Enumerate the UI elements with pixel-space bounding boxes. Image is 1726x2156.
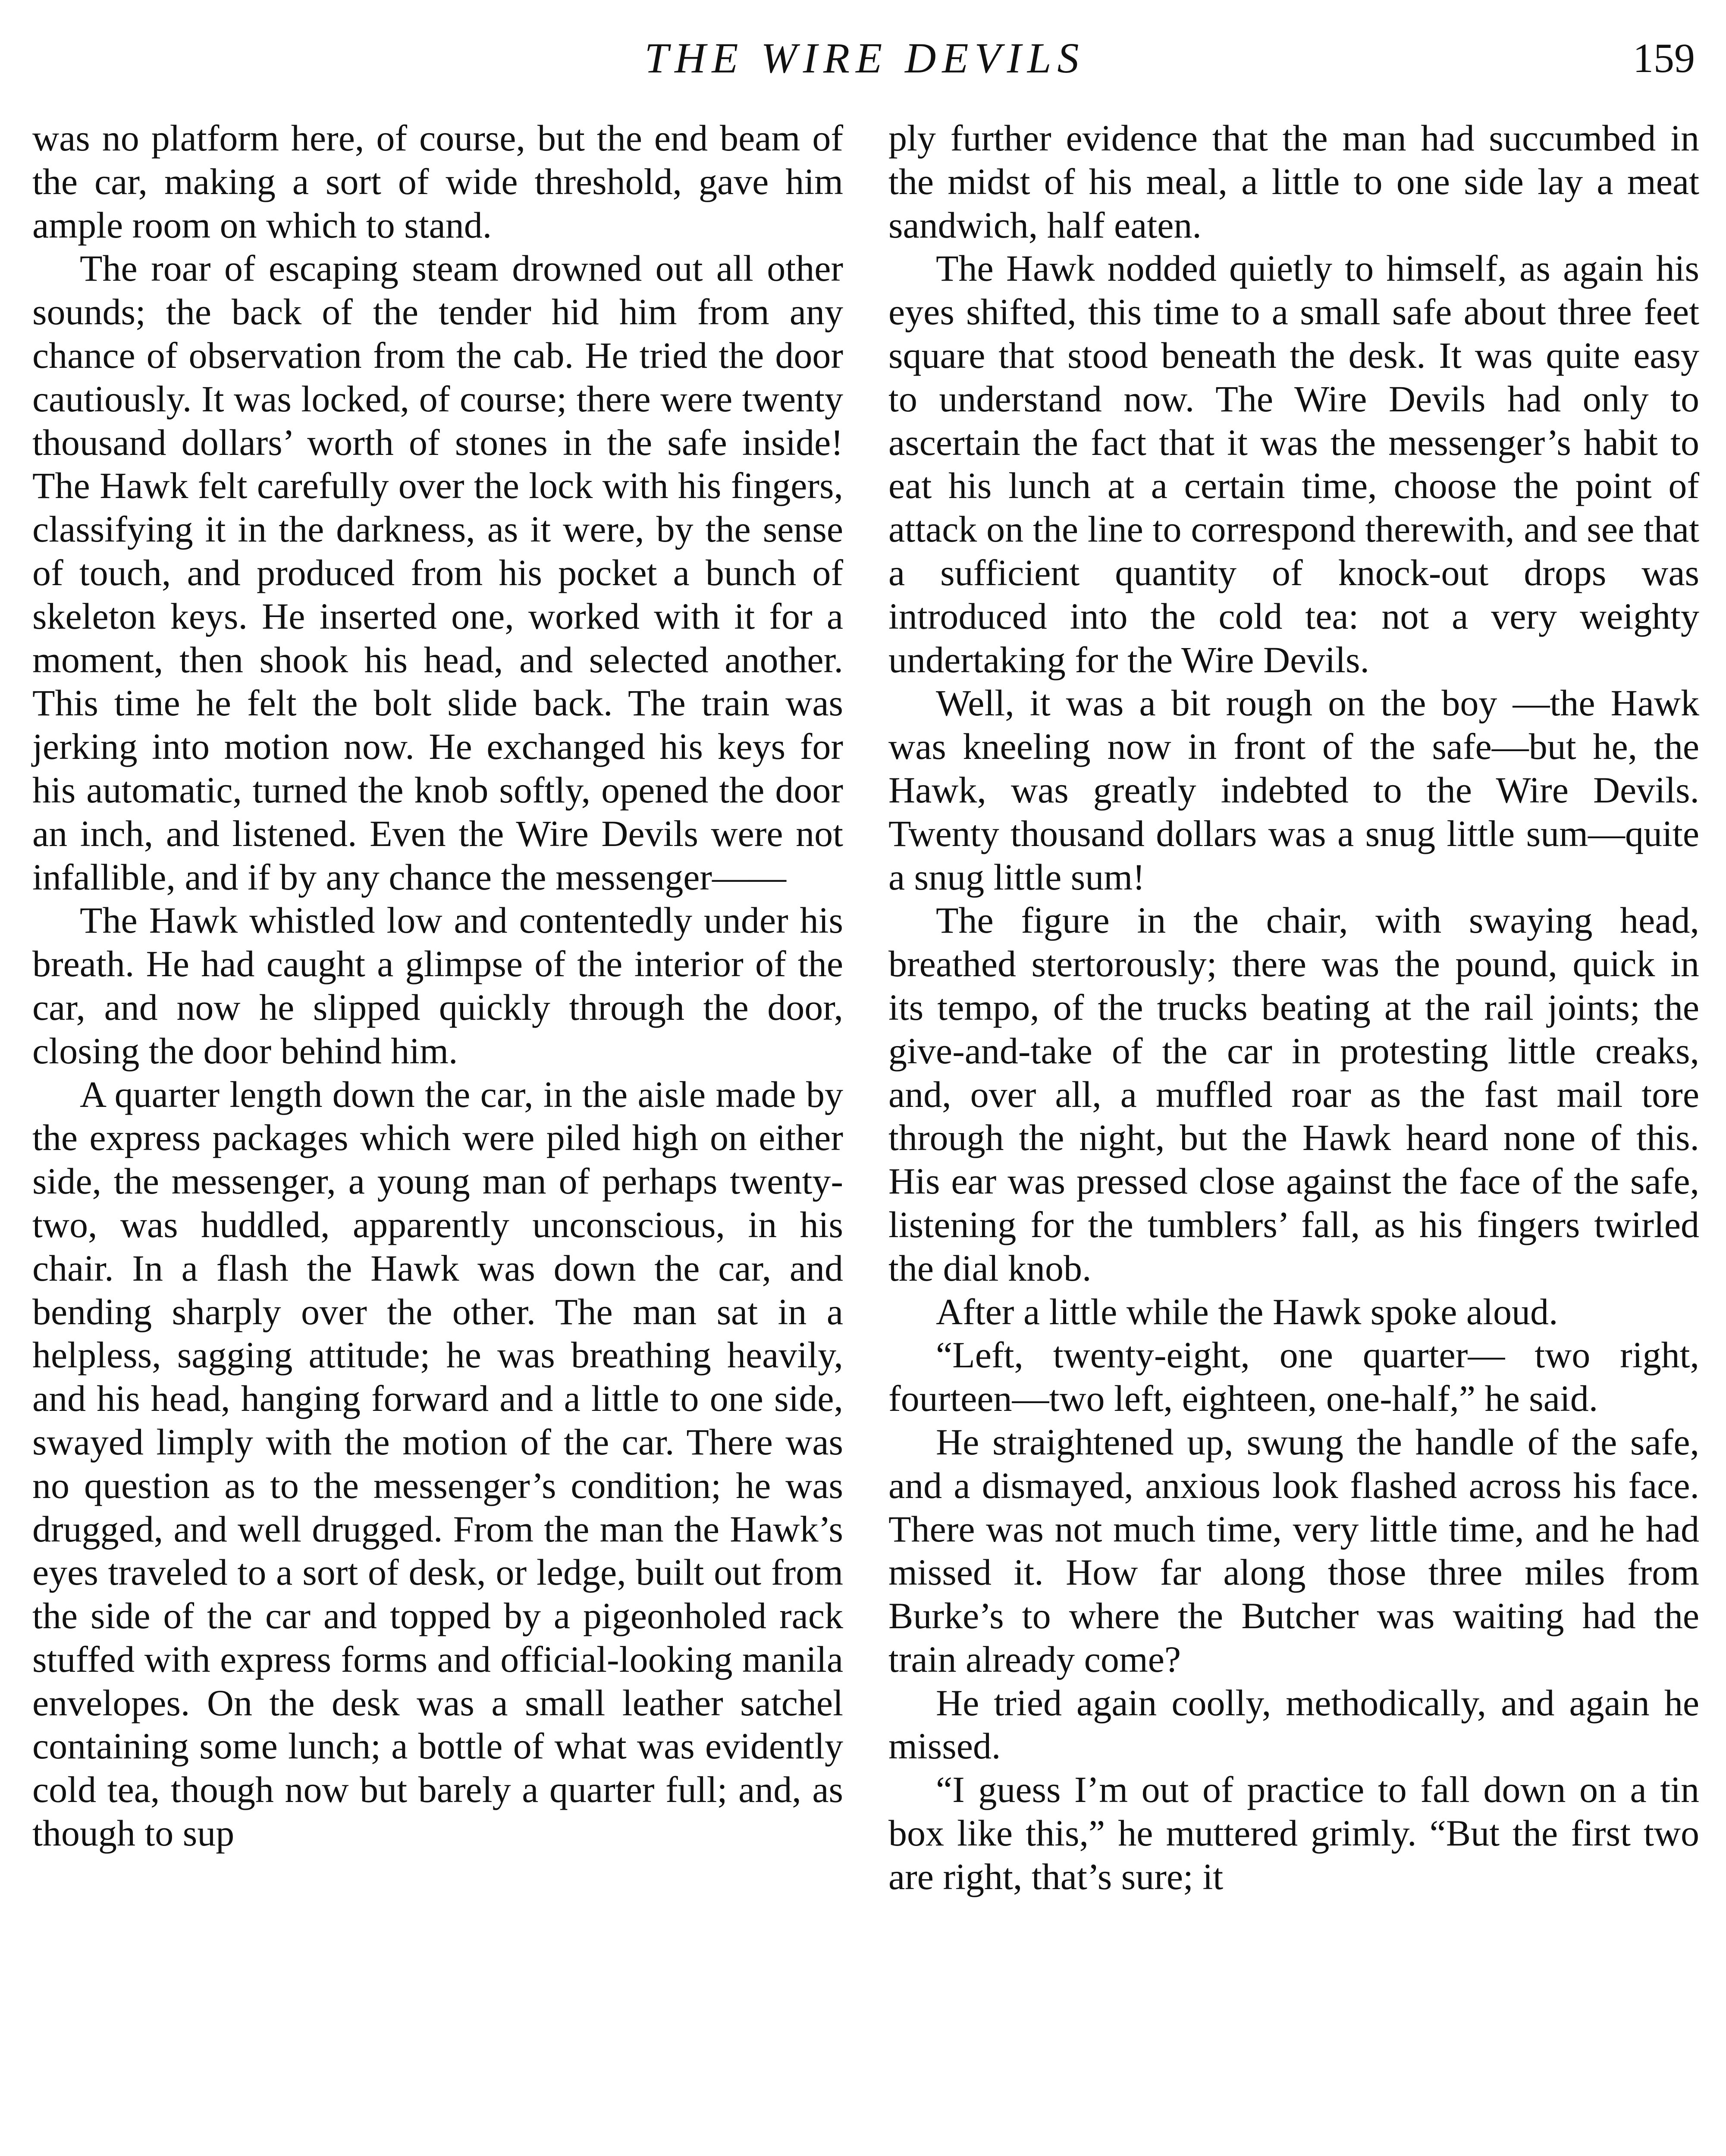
paragraph: The Hawk nodded quietly to himself, as again his eyes shifted, this time to a small safe about three feet square that stood beneath the desk. It was quite easy to understand now. The Wire Devils had only to ascertain the fact that it was the messenger’s habit to eat his lunch at a certain time, choose the point of attack on the line to correspond therewith, and see that a sufficient quantity of knock-out drops was introduced into the cold tea: not a very weighty undertaking for the Wire Devils. [888, 248, 1699, 680]
paragraph: Well, it was a bit rough on the boy —the Hawk was kneeling now in front of the safe—but he, the Hawk, was greatly indebted to the Wire Devils. Twenty thousand dollars was a snug little sum—quite a snug little sum! [888, 682, 1699, 898]
paragraph: “I guess I’m out of practice to fall down on a tin box like this,” he muttered grimly. “But the first two are right, that’s sure; it [888, 1769, 1699, 1897]
page-number: 159 [1633, 35, 1695, 81]
paragraph: He straightened up, swung the handle of the safe, and a dismayed, anxious look flashed across his face. There was not much time, very little time, and he had missed it. How far along those three miles from Burke’s to where the Butcher was waiting had the train already come? [888, 1421, 1699, 1680]
paragraph: A quarter length down the car, in the aisle made by the express packages which were piled high on either side, the messenger, a young man of perhaps twenty-two, was huddled, apparently unconscious, in his chair. In a flash the Hawk was down the car, and bending sharply over the other. The man sat in a helpless, sagging attitude; he was breathing heavily, and his head, hanging forward and a little to one side, swayed limply with the motion of the car. There was no question as to the messenger’s condition; he was drugged, and well drugged. From the man the Hawk’s eyes traveled to a sort of desk, or ledge, built out from the side of the car and topped by a pigeonholed rack stuffed with express forms and official-looking manila envelopes. On the desk was a small leather satchel containing some lunch; a bottle of what was evidently cold tea, though now but barely a quarter full; and, as though to sup [32, 1073, 843, 1854]
paragraph: After a little while the Hawk spoke aloud. [936, 1291, 1558, 1332]
paragraph: “Left, twenty-eight, one quarter— two right, fourteen—two left, eighteen, one-half,” he said. [888, 1334, 1699, 1420]
right-column [888, 116, 1699, 1899]
paragraph: was no platform here, of course, but the end beam of the car, making a sort of wide threshold, gave him ample room on which to stand. [32, 117, 843, 246]
running-title: THE WIRE DEVILS [644, 34, 1085, 82]
page-header [35, 30, 1695, 91]
paragraph: The Hawk whistled low and contentedly under his breath. He had caught a glimpse of the interior of the car, and now he slipped quickly through the door, closing the door behind him. [32, 899, 843, 1072]
paragraph: The figure in the chair, with swaying head, breathed stertorously; there was the pound, quick in its tempo, of the trucks beating at the rail joints; the give-and-take of the car in protesting little creaks, and, over all, a muffled roar as the fast mail tore through the night, but the Hawk heard none of this. His ear was pressed close against the face of the safe, listening for the tumblers’ fall, as his fingers twirled the dial knob. [888, 899, 1699, 1289]
paragraph: ply further evidence that the man had succumbed in the midst of his meal, a little to one side lay a meat sandwich, half eaten. [888, 117, 1699, 246]
paragraph: The roar of escaping steam drowned out all other sounds; the back of the tender hid him from any chance of observation from the cab. He tried the door cautiously. It was locked, of course; there were twenty thousand dollars’ worth of stones in the safe inside! The Hawk felt carefully over the lock with his fingers, classifying it in the darkness, as it were, by the sense of touch, and produced from his pocket a bunch of skeleton keys. He inserted one, worked with it for a moment, then shook his head, and selected another. This time he felt the bolt slide back. The train was jerking into motion now. He exchanged his keys for his automatic, turned the knob softly, opened the door an inch, and listened. Even the Wire Devils were not infallible, and if by any chance the messenger—— [32, 248, 843, 898]
paragraph: He tried again coolly, methodically, and again he missed. [888, 1682, 1699, 1767]
left-column [32, 116, 843, 1855]
